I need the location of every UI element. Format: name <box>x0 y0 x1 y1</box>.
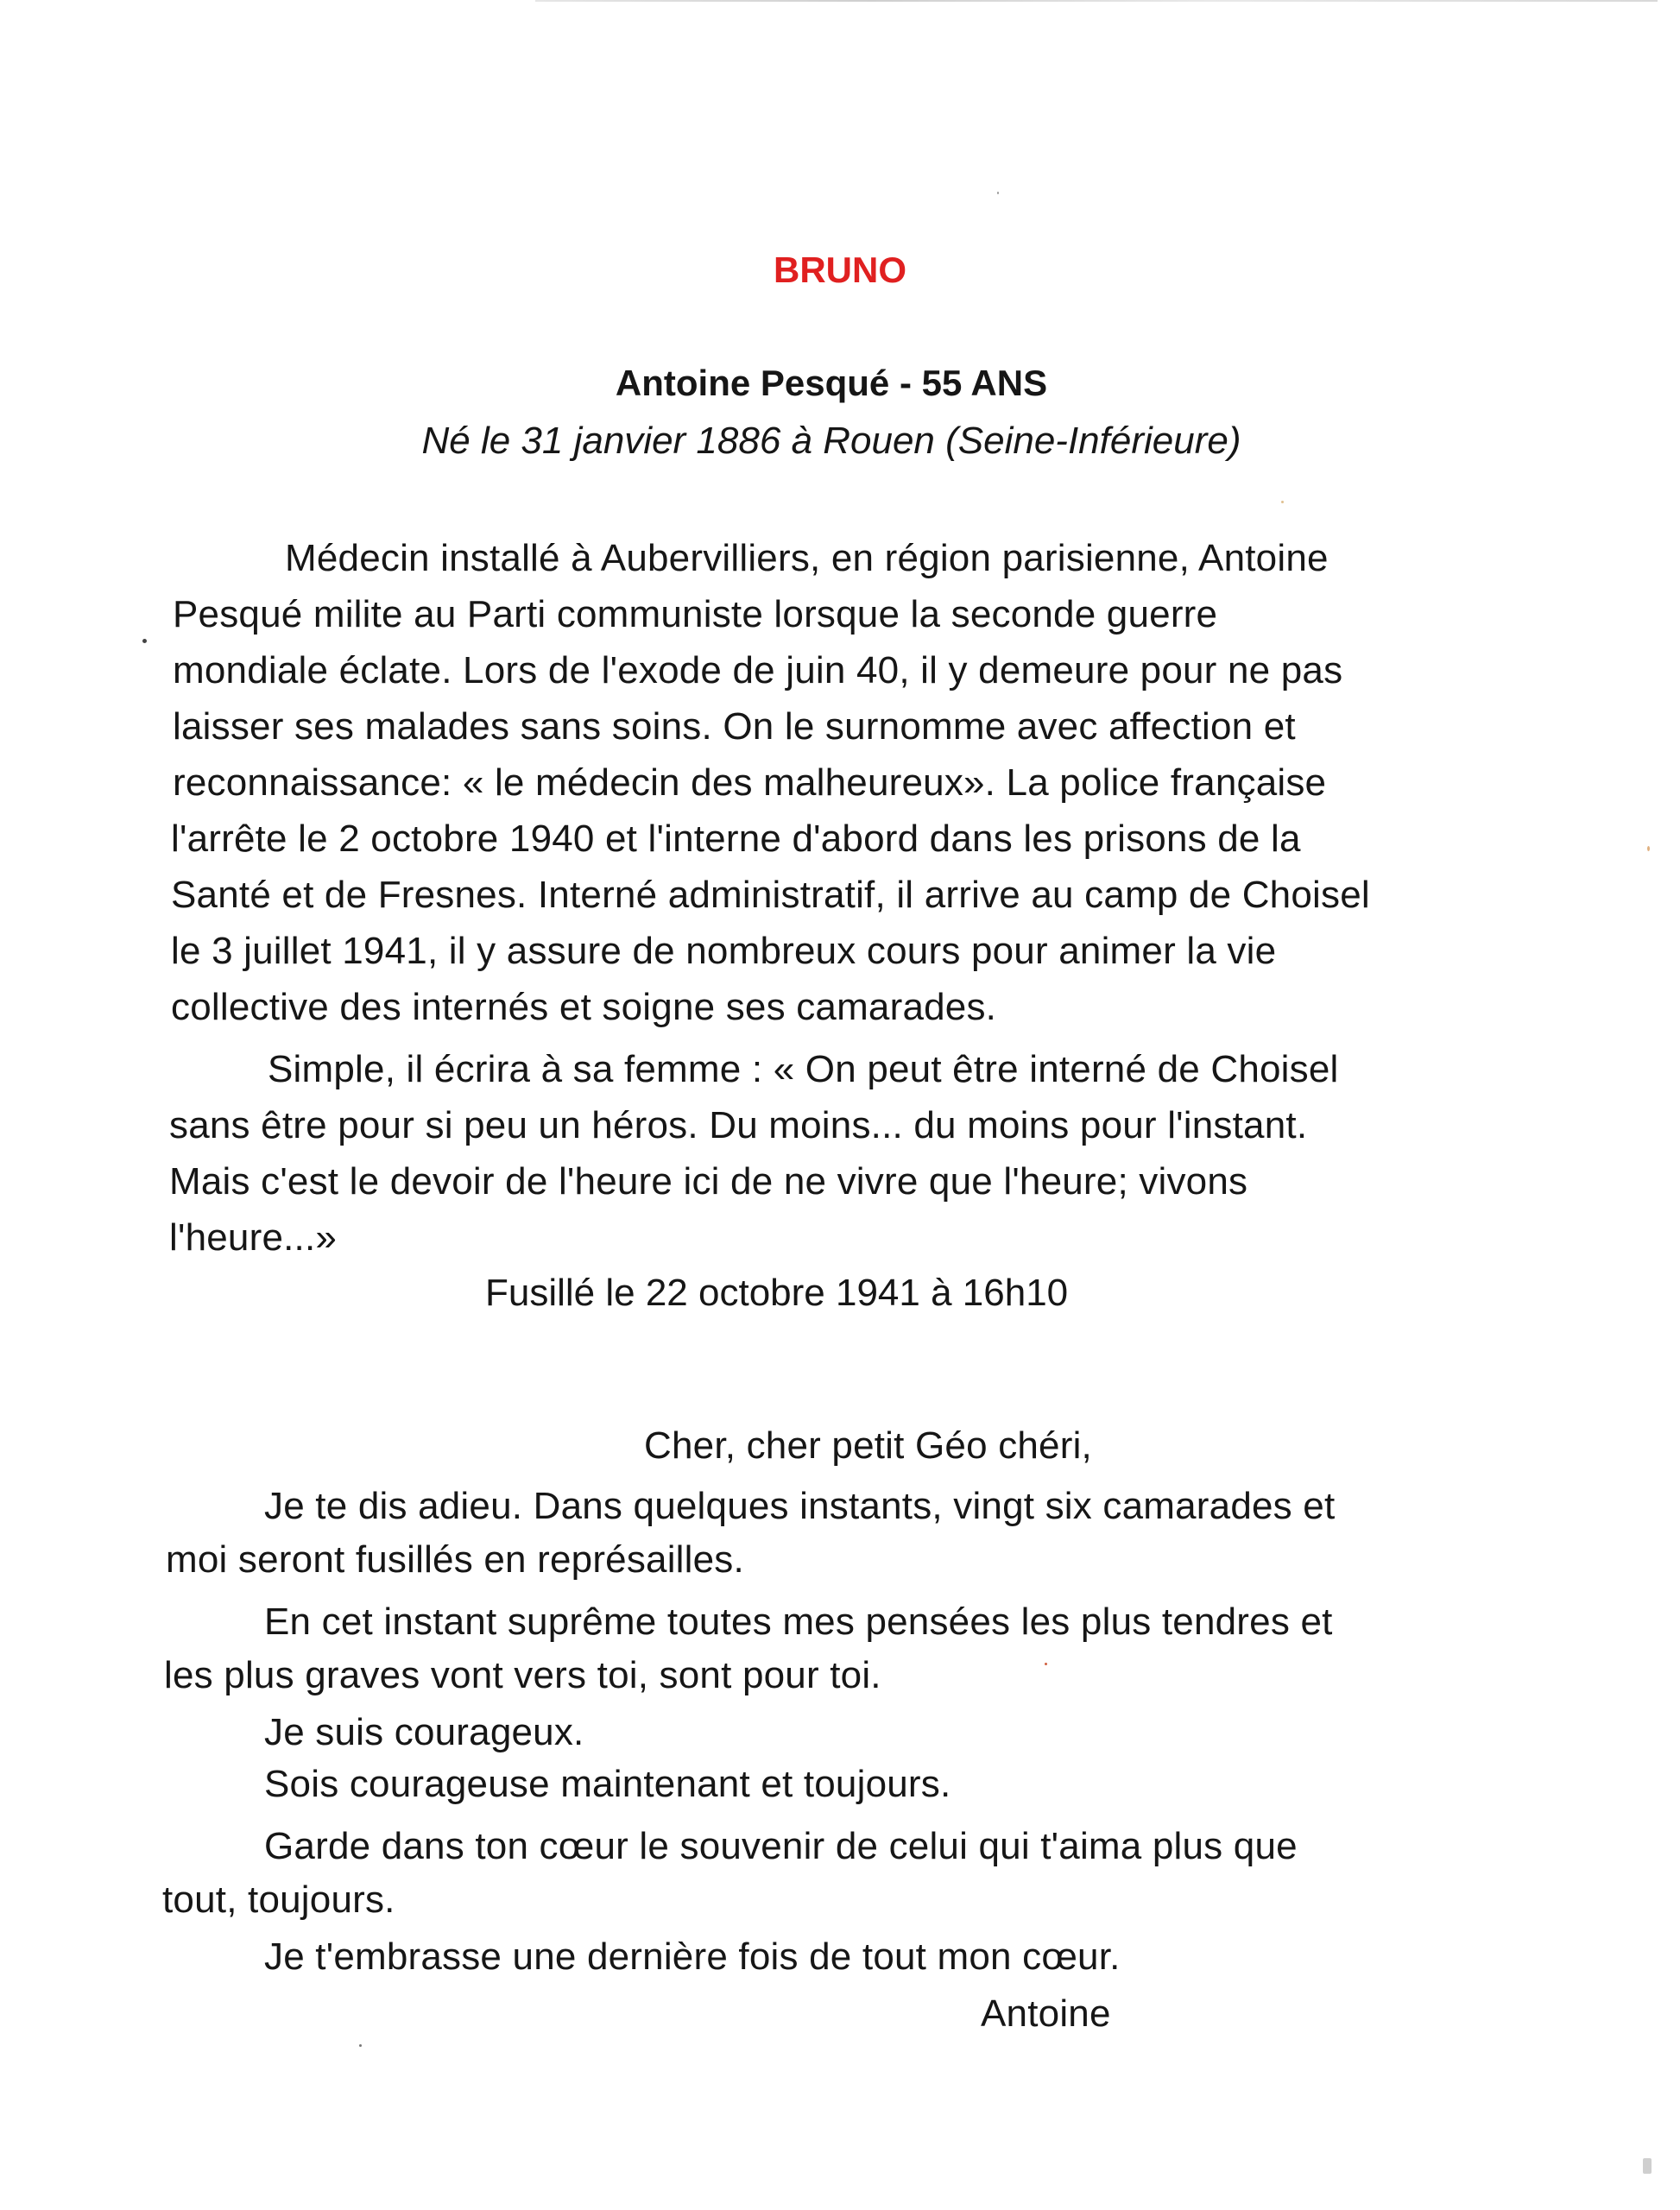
letter-line: moi seront fusillés en représailles. <box>166 1538 744 1581</box>
letter-line: les plus graves vont vers toi, sont pour toi. <box>164 1654 881 1696</box>
scan-speck <box>1643 2158 1652 2174</box>
biography-line: Pesqué milite au Parti communiste lorsque la seconde guerre <box>173 593 1218 635</box>
biography-line: laisser ses malades sans soins. On le surnomme avec affection et <box>173 705 1296 748</box>
scan-speck <box>1281 501 1284 503</box>
scan-edge-line <box>535 0 1658 2</box>
section-title: BRUNO <box>774 249 906 290</box>
letter-line: tout, toujours. <box>162 1878 395 1921</box>
biography-line: l'arrête le 2 octobre 1940 et l'interne d'abord dans les prisons de la <box>171 818 1301 860</box>
biography-line: reconnaissance: « le médecin des malheureux». La police française <box>173 761 1327 804</box>
biography-line: Médecin installé à Aubervilliers, en région parisienne, Antoine <box>285 537 1329 579</box>
scan-speck <box>142 639 147 643</box>
biography-line: Mais c'est le devoir de l'heure ici de ne vivre que l'heure; vivons <box>169 1160 1248 1203</box>
execution-line: Fusillé le 22 octobre 1941 à 16h10 <box>485 1272 1069 1314</box>
biography-line: collective des internés et soigne ses camarades. <box>171 986 997 1028</box>
biography-line: le 3 juillet 1941, il y assure de nombreux cours pour animer la vie <box>171 930 1277 972</box>
biography-line: mondiale éclate. Lors de l'exode de juin 40, il y demeure pour ne pas <box>173 649 1343 691</box>
birth-line: Né le 31 janvier 1886 à Rouen (Seine-Inférieure) <box>421 420 1241 462</box>
letter-salutation: Cher, cher petit Géo chéri, <box>644 1424 1092 1467</box>
biography-line: l'heure...» <box>169 1216 338 1259</box>
scan-speck <box>1045 1663 1047 1665</box>
biography-line: sans être pour si peu un héros. Du moins... du moins pour l'instant. <box>169 1104 1308 1146</box>
biography-line: Santé et de Fresnes. Interné administratif, il arrive au camp de Choisel <box>171 874 1370 916</box>
letter-line: Je suis courageux. <box>264 1711 584 1753</box>
letter-line: Je te dis adieu. Dans quelques instants, vingt six camarades et <box>264 1485 1336 1527</box>
scan-speck <box>997 192 999 194</box>
letter-line: En cet instant suprême toutes mes pensées les plus tendres et <box>264 1601 1333 1643</box>
person-heading: Antoine Pesqué - 55 ANS <box>615 363 1048 403</box>
letter-signature: Antoine <box>981 1992 1111 2035</box>
biography-line: Simple, il écrira à sa femme : « On peut être interné de Choisel <box>268 1048 1339 1090</box>
letter-line: Sois courageuse maintenant et toujours. <box>264 1763 951 1805</box>
letter-line: Garde dans ton cœur le souvenir de celui qui t'aima plus que <box>264 1825 1298 1867</box>
scan-speck <box>359 2044 362 2047</box>
scan-speck <box>1647 846 1650 851</box>
letter-line: Je t'embrasse une dernière fois de tout mon cœur. <box>264 1935 1121 1978</box>
